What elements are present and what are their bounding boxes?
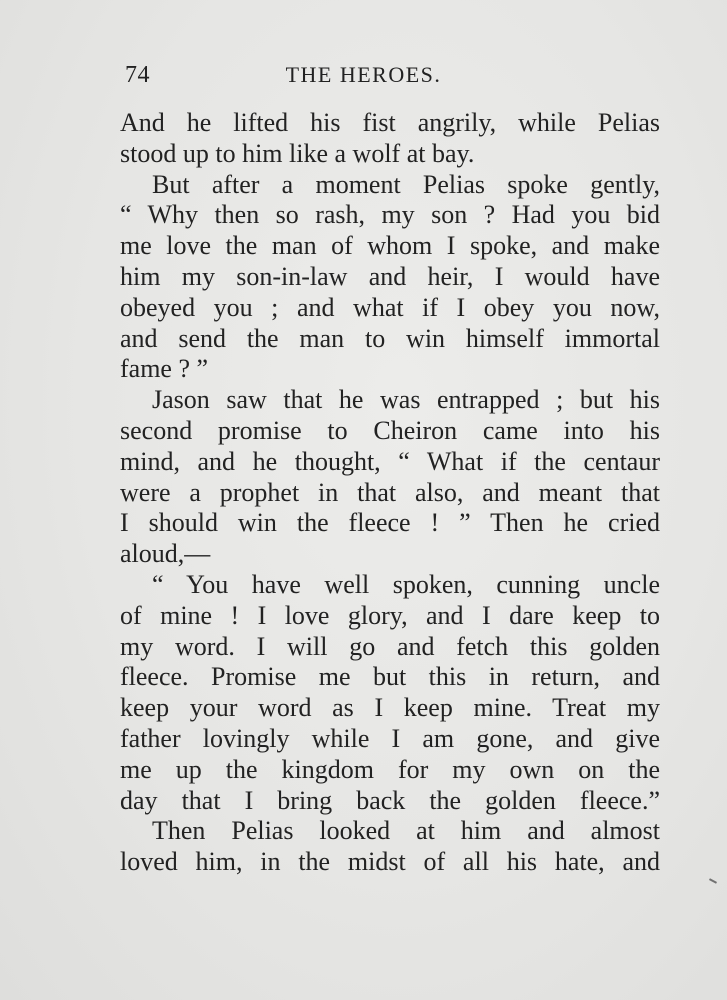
text-line: father lovingly while I am gone, and give	[120, 723, 660, 753]
text-line: loved him, in the midst of all his hate, and	[120, 847, 660, 877]
text-line: me love the man of whom I spoke, and make	[120, 231, 660, 261]
text-line: Jason saw that he was entrapped ; but his	[152, 385, 660, 415]
text-line: and send the man to win himself immortal	[120, 323, 660, 353]
text-line: second promise to Cheiron came into his	[120, 415, 660, 445]
text-line: mind, and he thought, “ What if the centaur	[120, 446, 660, 476]
text-line: “ Why then so rash, my son ? Had you bid	[120, 200, 660, 230]
text-line: Then Pelias looked at him and almost	[152, 816, 660, 846]
running-title: THE HEROES.	[285, 62, 442, 87]
text-line: fleece. Promise me but this in return, and	[120, 662, 660, 692]
page-body	[120, 108, 660, 878]
text-line: of mine ! I love glory, and I dare keep to	[120, 600, 660, 630]
text-line: And he lifted his fist angrily, while Pelias	[120, 108, 660, 137]
paper-speck	[709, 878, 717, 884]
text-line: were a prophet in that also, and meant that	[120, 477, 660, 507]
text-line: stood up to him like a wolf at bay.	[120, 138, 475, 168]
text-line: I should win the fleece ! ” Then he cried	[120, 508, 660, 538]
text-line: day that I bring back the golden fleece.”	[120, 785, 660, 815]
text-line: aloud,—	[120, 539, 211, 569]
text-line: But after a moment Pelias spoke gently,	[152, 169, 660, 199]
text-line: obeyed you ; and what if I obey you now,	[120, 292, 660, 322]
text-line: my word. I will go and fetch this golden	[120, 631, 660, 661]
text-line: keep your word as I keep mine. Treat my	[120, 693, 660, 723]
text-line: him my son-in-law and heir, I would have	[120, 261, 660, 291]
page-number: 74	[125, 62, 150, 88]
text-line: “ You have well spoken, cunning uncle	[152, 569, 660, 599]
text-line: fame ? ”	[120, 354, 209, 384]
text-line: me up the kingdom for my own on the	[120, 754, 660, 784]
